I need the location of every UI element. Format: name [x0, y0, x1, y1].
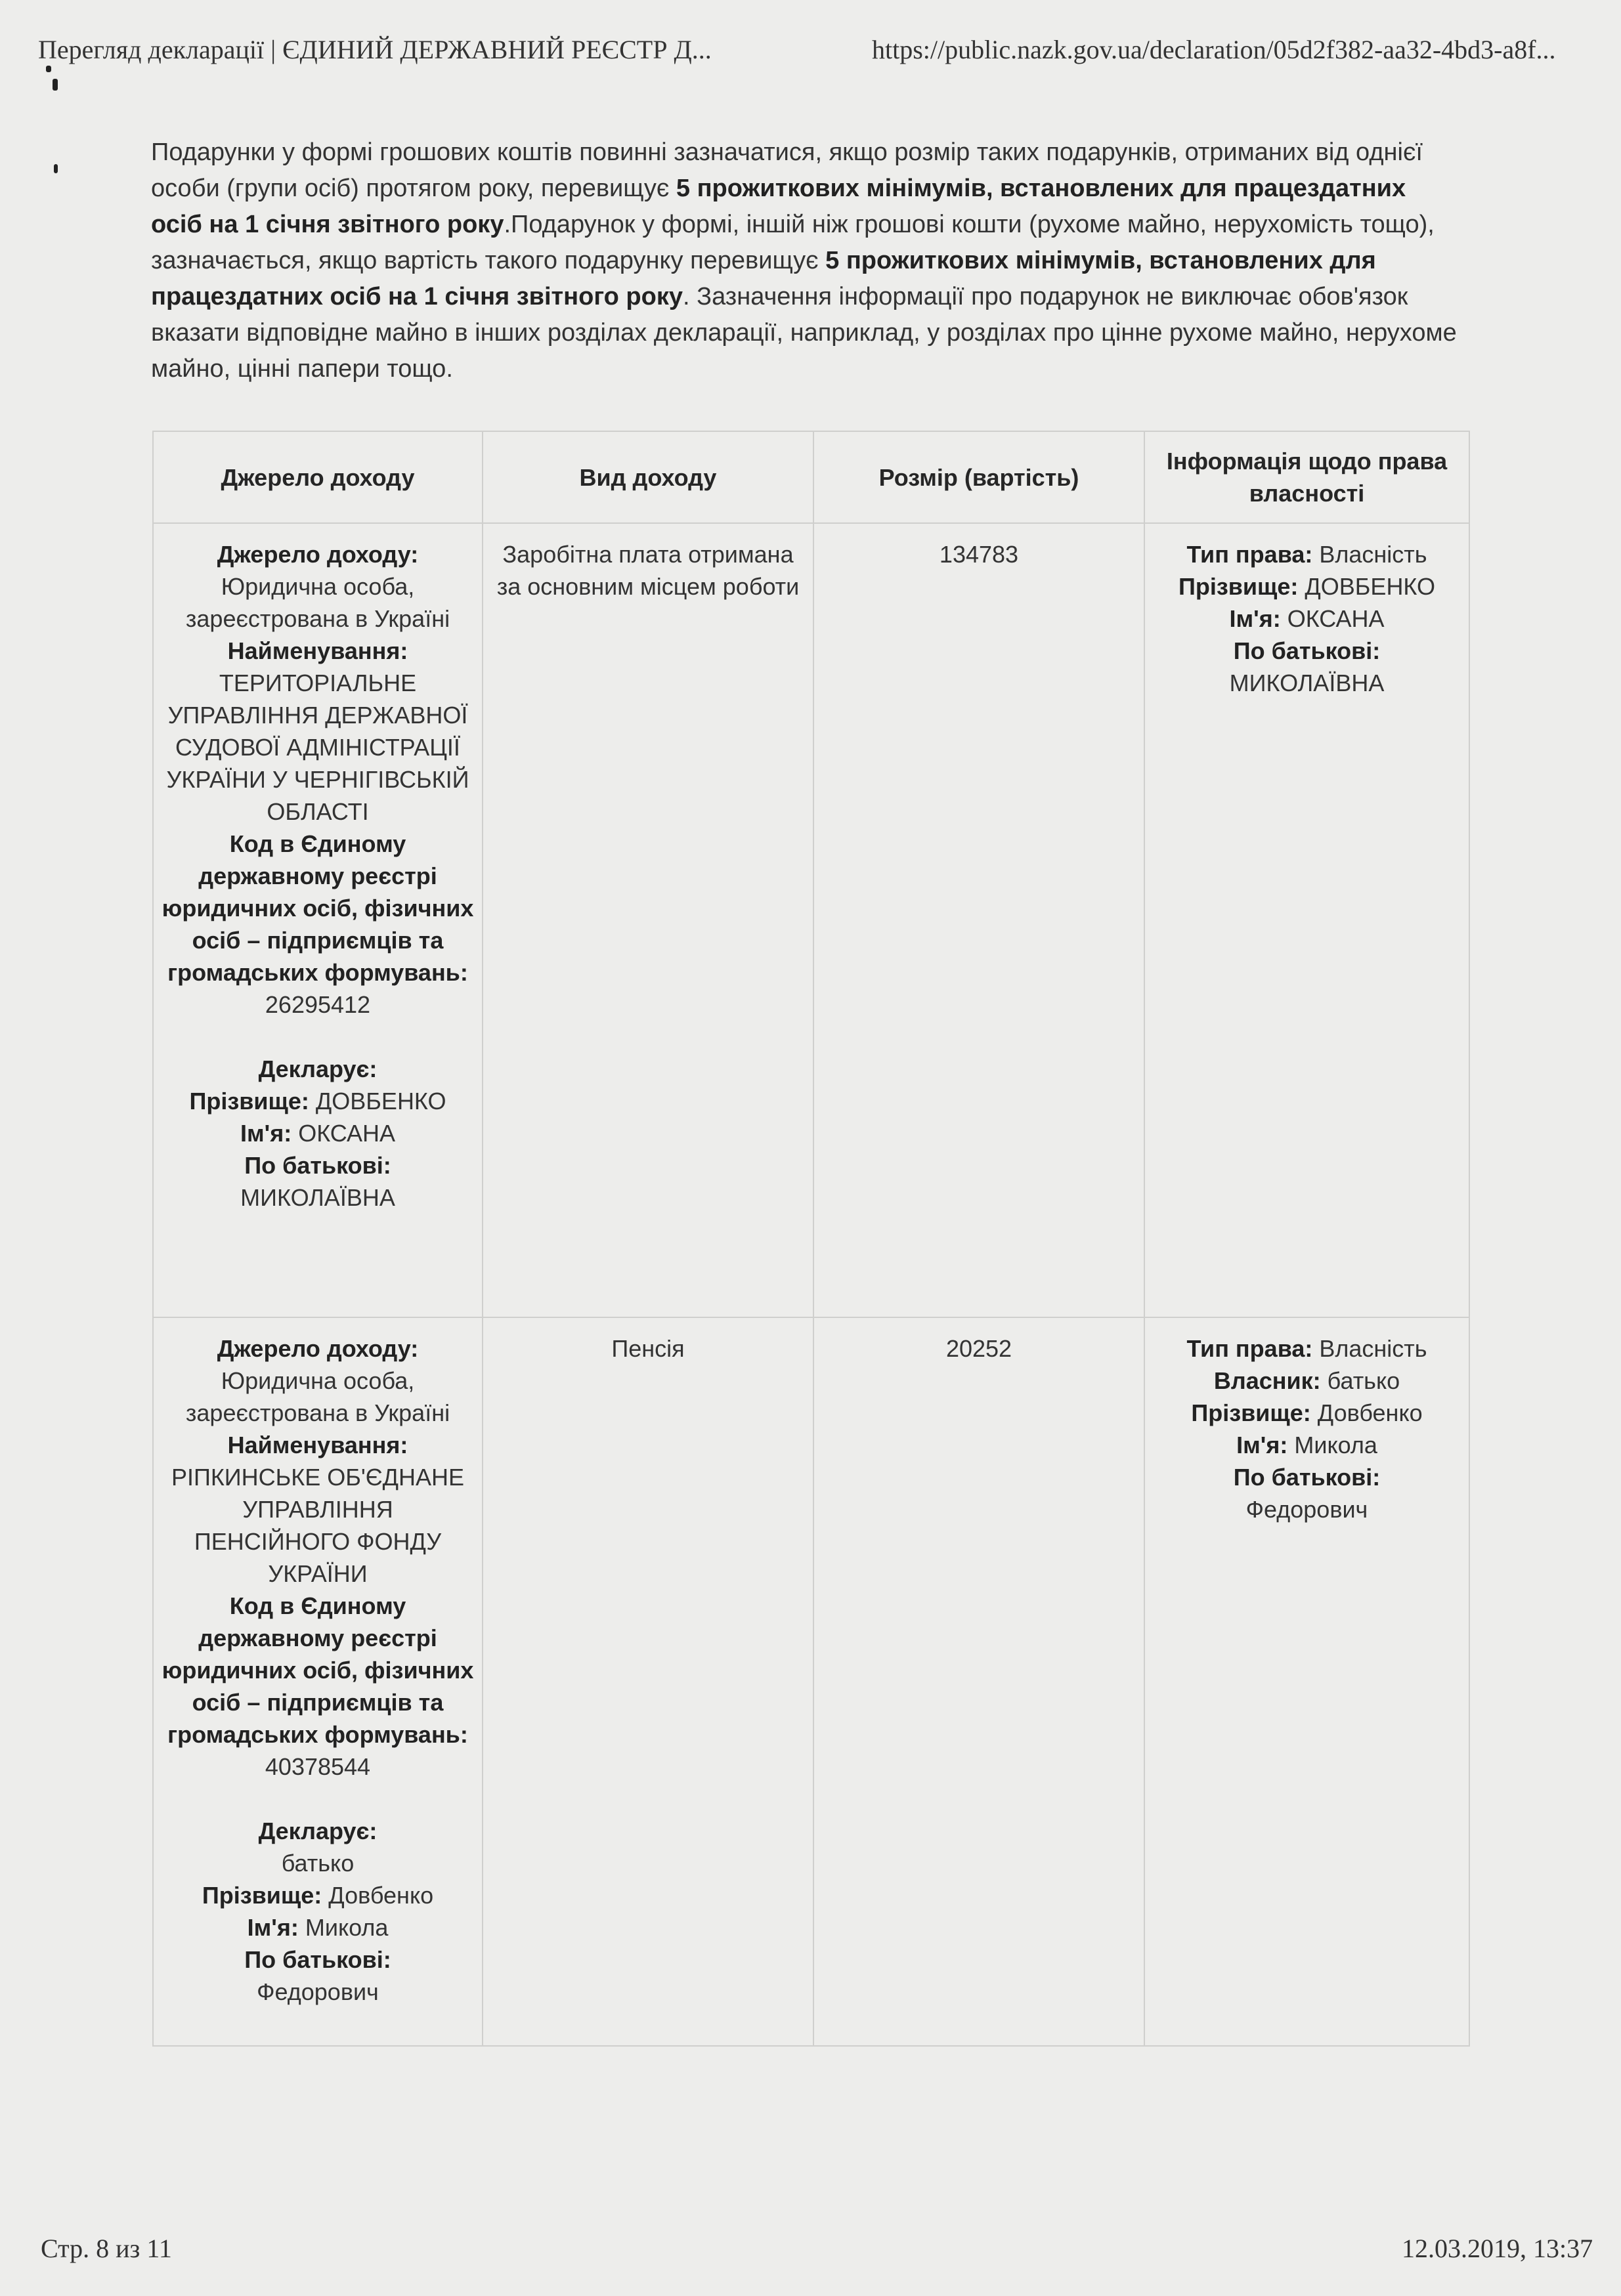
- surname: Довбенко: [1317, 1399, 1423, 1426]
- first-name: ОКСАНА: [1287, 605, 1385, 632]
- col-header-source: Джерело доходу: [153, 431, 483, 523]
- org-name: ТЕРИТОРІАЛЬНЕ УПРАВЛІННЯ ДЕРЖАВНОЇ СУДОВОЇ АДМІНІСТРАЦІЇ УКРАЇНИ У ЧЕРНІГІВСЬКІЙ ОБЛАСТІ: [166, 670, 469, 825]
- income-amount-cell: 134783: [813, 523, 1144, 1317]
- label: Код в Єдиному державному реєстрі юридичних осіб, фізичних осіб – підприємців та громадських формувань:: [162, 830, 474, 986]
- label: По батькові:: [1233, 637, 1381, 664]
- right-type: Власність: [1319, 541, 1427, 568]
- page-number: Стр. 8 из 11: [41, 2234, 172, 2263]
- col-header-amount: Розмір (вартість): [813, 431, 1144, 523]
- patronymic: МИКОЛАЇВНА: [1229, 670, 1385, 696]
- notice-text: . Зазначення інформації про подарунок не виключає обов'язок вказати відповідне майно в інших розділах декларації, наприклад, у розділах про цінне рухоме майно, нерухоме майно, цінні папери тощо.: [151, 283, 1457, 383]
- print-datetime: 12.03.2019, 13:37: [1402, 2234, 1593, 2263]
- gift-notice-paragraph: [151, 135, 1458, 387]
- notice-bold: 5 прожиткових мінімумів, встановлених для працездатних осіб на 1 січня звітного року: [151, 247, 1376, 310]
- label: Найменування:: [227, 1432, 408, 1458]
- label: Ім'я:: [247, 1914, 299, 1941]
- label: Тип права:: [1186, 541, 1313, 568]
- first-name: Микола: [1294, 1432, 1377, 1458]
- notice-bold: 5 прожиткових мінімумів, встановлених для працездатних осіб на 1 січня звітного року: [151, 175, 1406, 238]
- label: Найменування:: [227, 637, 408, 664]
- label: Джерело доходу:: [217, 541, 419, 568]
- income-table: [152, 431, 1470, 2047]
- label: По батькові:: [1233, 1464, 1381, 1491]
- income-source-cell: [153, 523, 483, 1317]
- notice-text: .Подарунок у формі, іншій ніж грошові кошти (рухоме майно, нерухомість тощо), зазначається, якщо вартість такого подарунку перевищує: [151, 211, 1435, 274]
- label: Ім'я:: [1236, 1432, 1288, 1458]
- col-header-type: Вид доходу: [483, 431, 813, 523]
- label: По батькові:: [244, 1946, 391, 1973]
- notice-text: Подарунки у формі грошових коштів повинні зазначатися, якщо розмір таких подарунків, отриманих від однієї особи (групи осіб) протягом року, перевищує: [151, 138, 1423, 202]
- patronymic: МИКОЛАЇВНА: [240, 1184, 395, 1211]
- scan-speck: [46, 66, 51, 72]
- label: Прізвище:: [1178, 573, 1299, 600]
- org-code: 26295412: [265, 991, 371, 1018]
- first-name: ОКСАНА: [298, 1120, 395, 1147]
- surname: ДОВБЕНКО: [315, 1088, 446, 1115]
- label: По батькові:: [244, 1152, 391, 1179]
- label: Декларує:: [258, 1055, 378, 1082]
- table-row: [153, 1317, 1469, 2046]
- source-value: Юридична особа, зареєстрована в Україні: [185, 1367, 450, 1426]
- col-header-ownership: Інформація щодо права власності: [1144, 431, 1469, 523]
- income-type-cell: Заробітна плата отримана за основним місцем роботи: [483, 523, 813, 1317]
- surname: Довбенко: [328, 1882, 434, 1909]
- label: Власник:: [1213, 1367, 1321, 1394]
- owner: батько: [1327, 1367, 1400, 1394]
- label: Прізвище:: [202, 1882, 322, 1909]
- page-title: Перегляд декларації | ЄДИНИЙ ДЕРЖАВНИЙ РЕЄСТР Д...: [38, 35, 712, 64]
- label: Код в Єдиному державному реєстрі юридичних осіб, фізичних осіб – підприємців та громадських формувань:: [162, 1592, 474, 1748]
- first-name: Микола: [305, 1914, 389, 1941]
- label: Тип права:: [1186, 1335, 1313, 1362]
- label: Прізвище:: [189, 1088, 309, 1115]
- label: Джерело доходу:: [217, 1335, 419, 1362]
- scan-speck: [54, 164, 58, 173]
- table-header-row: [153, 431, 1469, 523]
- ownership-cell: [1144, 1317, 1469, 2046]
- source-value: Юридична особа, зареєстрована в Україні: [185, 573, 450, 632]
- table-row: [153, 523, 1469, 1317]
- declarant: батько: [281, 1850, 355, 1877]
- scan-speck: [53, 79, 58, 91]
- org-name: РІПКИНСЬКЕ ОБ'ЄДНАНЕ УПРАВЛІННЯ ПЕНСІЙНОГО ФОНДУ УКРАЇНИ: [171, 1464, 465, 1587]
- income-type-cell: Пенсія: [483, 1317, 813, 2046]
- income-source-cell: [153, 1317, 483, 2046]
- surname: ДОВБЕНКО: [1305, 573, 1436, 600]
- label: Ім'я:: [240, 1120, 292, 1147]
- label: Ім'я:: [1229, 605, 1281, 632]
- org-code: 40378544: [265, 1753, 371, 1780]
- label: Декларує:: [258, 1818, 378, 1844]
- income-amount-cell: 20252: [813, 1317, 1144, 2046]
- page-url: https://public.nazk.gov.ua/declaration/05d2f382-aa32-4bd3-a8f...: [872, 35, 1556, 64]
- patronymic: Федорович: [1245, 1496, 1368, 1523]
- right-type: Власність: [1319, 1335, 1427, 1362]
- label: Прізвище:: [1191, 1399, 1311, 1426]
- ownership-cell: [1144, 523, 1469, 1317]
- patronymic: Федорович: [257, 1978, 379, 2005]
